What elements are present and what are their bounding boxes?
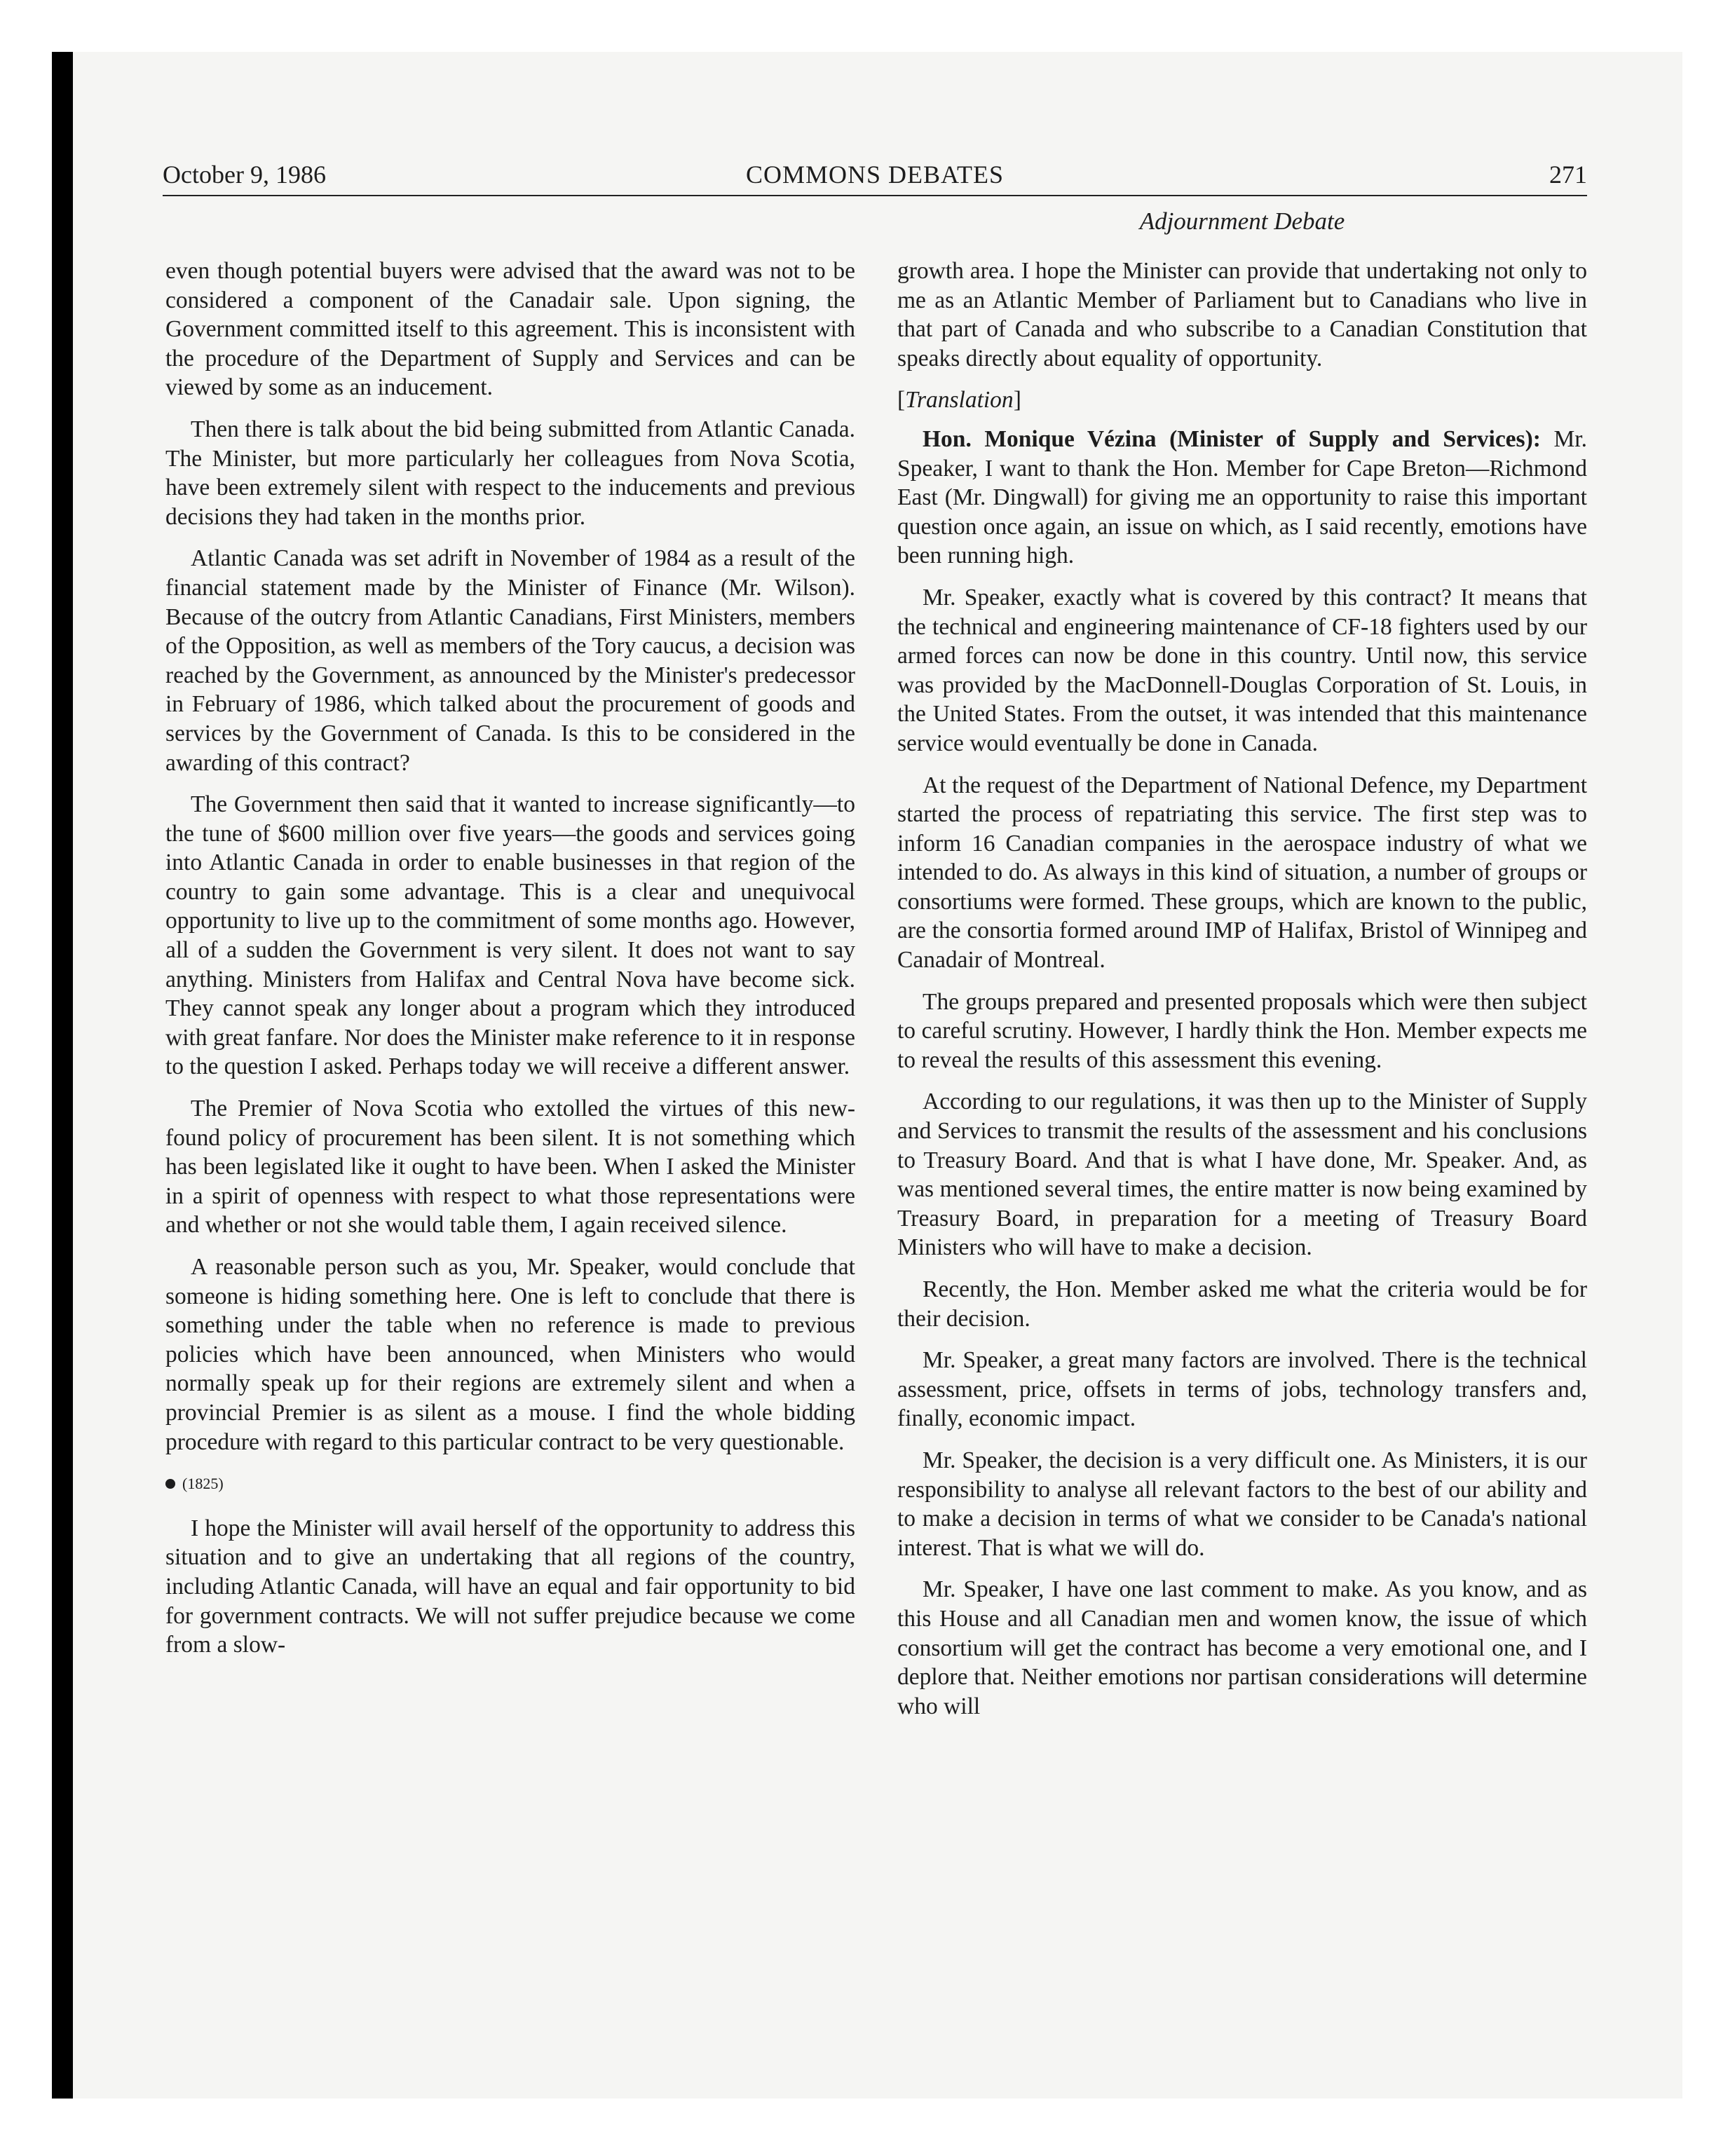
paragraph: Mr. Speaker, a great many factors are involved. There is the technical assessment, price, offsets in terms of jobs, technology transfers and, finally, economic impact. [897,1347,1587,1432]
paragraph: growth area. I hope the Minister can provide that undertaking not only to me as an Atlantic Member of Parliament but to Canadians who live in that part of Canada and who subscribe to a Canadian Constitution that speaks directly about equality of opportunity. [897,258,1587,371]
header-page-number: 271 [1549,161,1587,189]
header-date: October 9, 1986 [163,161,326,189]
speech-text: Mr. Speaker, I want to thank the Hon. Member for Cape Breton—Richmond East (Mr. Dingwall) for giving me an opportunity to raise this important question once again, an issue on which, as I said recently, emotions have been running high. [897,425,1587,569]
paragraph: A reasonable person such as you, Mr. Speaker, would conclude that someone is hiding something here. One is left to conclude that there is something under the table when no reference is made to previous policies which have been announced, when Ministers who would normally speak up for their regions are extremely silent and when a provincial Premier is as silent as a mouse. I find the whole bidding procedure with regard to this particular contract to be very questionable. [165,1254,855,1455]
paragraph: The Government then said that it wanted to increase significantly—to the tune of $600 million over five years—the goods and services going into Atlantic Canada in order to enable businesses in that region of the country to gain some advantage. This is a clear and unequivocal opportunity to live up to the commitment of some months ago. However, all of a sudden the Government is very silent. It does not want to say anything. Ministers from Halifax and Central Nova have become sick. They cannot speak any longer about a program which they introduced with great fanfare. Nor does the Minister make reference to it in response to the question I asked. Perhaps today we will receive a different answer. [165,791,855,1080]
translation-marker [897,386,1587,415]
paragraph: The Premier of Nova Scotia who extolled the virtues of this new-found policy of procurement has been silent. It is not something which has been legislated like it ought to have been. When I asked the Minister in a spirit of openness with respect to what those representations were and whether or not she would table them, I again received silence. [165,1096,855,1239]
section-heading: Adjournment Debate [1139,207,1345,235]
left-column [165,257,855,1672]
right-column [897,257,1587,1733]
speech-paragraph [897,425,1587,571]
header-publication: COMMONS DEBATES [745,161,1005,189]
paragraph: Mr. Speaker, the decision is a very difficult one. As Ministers, it is our responsibility to analyse all relevant factors to the best of our ability and to make a decision in terms of what we consider to be Canada's national interest. That is what we will do. [897,1447,1587,1561]
time-marker-text: (1825) [182,1475,224,1493]
paragraph: The groups prepared and presented proposals which were then subject to careful scrutiny. However, I hardly think the Hon. Member expects me to reveal the results of this assessment this evening. [897,988,1587,1073]
time-marker [165,1469,855,1499]
paragraph: Mr. Speaker, I have one last comment to make. As you know, and as this House and all Canadian men and women know, the issue of which consortium will get the contract has become a very emotional one, and I deplore that. Neither emotions nor partisan considerations will determine who will [897,1576,1587,1719]
paragraph: even though potential buyers were advised that the award was not to be considered a component of the Canadair sale. Upon signing, the Government committed itself to this agreement. This is inconsistent with the procedure of the Department of Supply and Services and can be viewed by some as an inducement. [165,258,855,401]
paragraph: Then there is talk about the bid being submitted from Atlantic Canada. The Minister, but more particularly her colleagues from Nova Scotia, have been extremely silent with respect to the inducements and previous decisions they had taken in the months prior. [165,416,855,530]
paragraph: Recently, the Hon. Member asked me what the criteria would be for their decision. [897,1276,1587,1332]
bracket-open: [ [897,387,906,414]
scan-edge-bar [52,52,73,2099]
paragraph: At the request of the Department of National Defence, my Department started the process of repatriating this service. The first step was to inform 16 Canadian companies in the aerospace industry of what we intended to do. As always in this kind of situation, a number of groups or consortiums were formed. These groups, which are known to the public, are the consortia formed around IMP of Halifax, Bristol of Winnipeg and Canadair of Montreal. [897,772,1587,974]
speaker-name: Hon. Monique Vézina (Minister of Supply and Services): [923,425,1541,452]
paragraph: I hope the Minister will avail herself of the opportunity to address this situation and to give an undertaking that all regions of the country, including Atlantic Canada, will have an equal and fair opportunity to bid for government contracts. We will not suffer prejudice because we come from a slow- [165,1515,855,1658]
bullet-icon [165,1479,175,1489]
paragraph: Atlantic Canada was set adrift in November of 1984 as a result of the financial statement made by the Minister of Finance (Mr. Wilson). Because of the outcry from Atlantic Canadians, First Ministers, members of the Opposition, as well as members of the Tory caucus, a decision was reached by the Government, as announced by the Minister's predecessor in February of 1986, which talked about the procurement of goods and services by the Government of Canada. Is this to be considered in the awarding of this contract? [165,545,855,776]
translation-label: Translation [905,387,1014,414]
page-header [163,160,1587,196]
paragraph: Mr. Speaker, exactly what is covered by this contract? It means that the technical and engineering maintenance of CF-18 fighters used by our armed forces can now be done in this country. Until now, this service was provided by the MacDonnell-Douglas Corporation of St. Louis, in the United States. From the outset, it was intended that this maintenance service would eventually be done in Canada. [897,584,1587,756]
bracket-close: ] [1013,387,1021,414]
paragraph: According to our regulations, it was then up to the Minister of Supply and Services to transmit the results of the assessment and his conclusions to Treasury Board. And that is what I have done, Mr. Speaker. And, as was mentioned several times, the entire matter is now being examined by Treasury Board, in preparation for a meeting of Treasury Board Ministers who will have to make a decision. [897,1089,1587,1261]
